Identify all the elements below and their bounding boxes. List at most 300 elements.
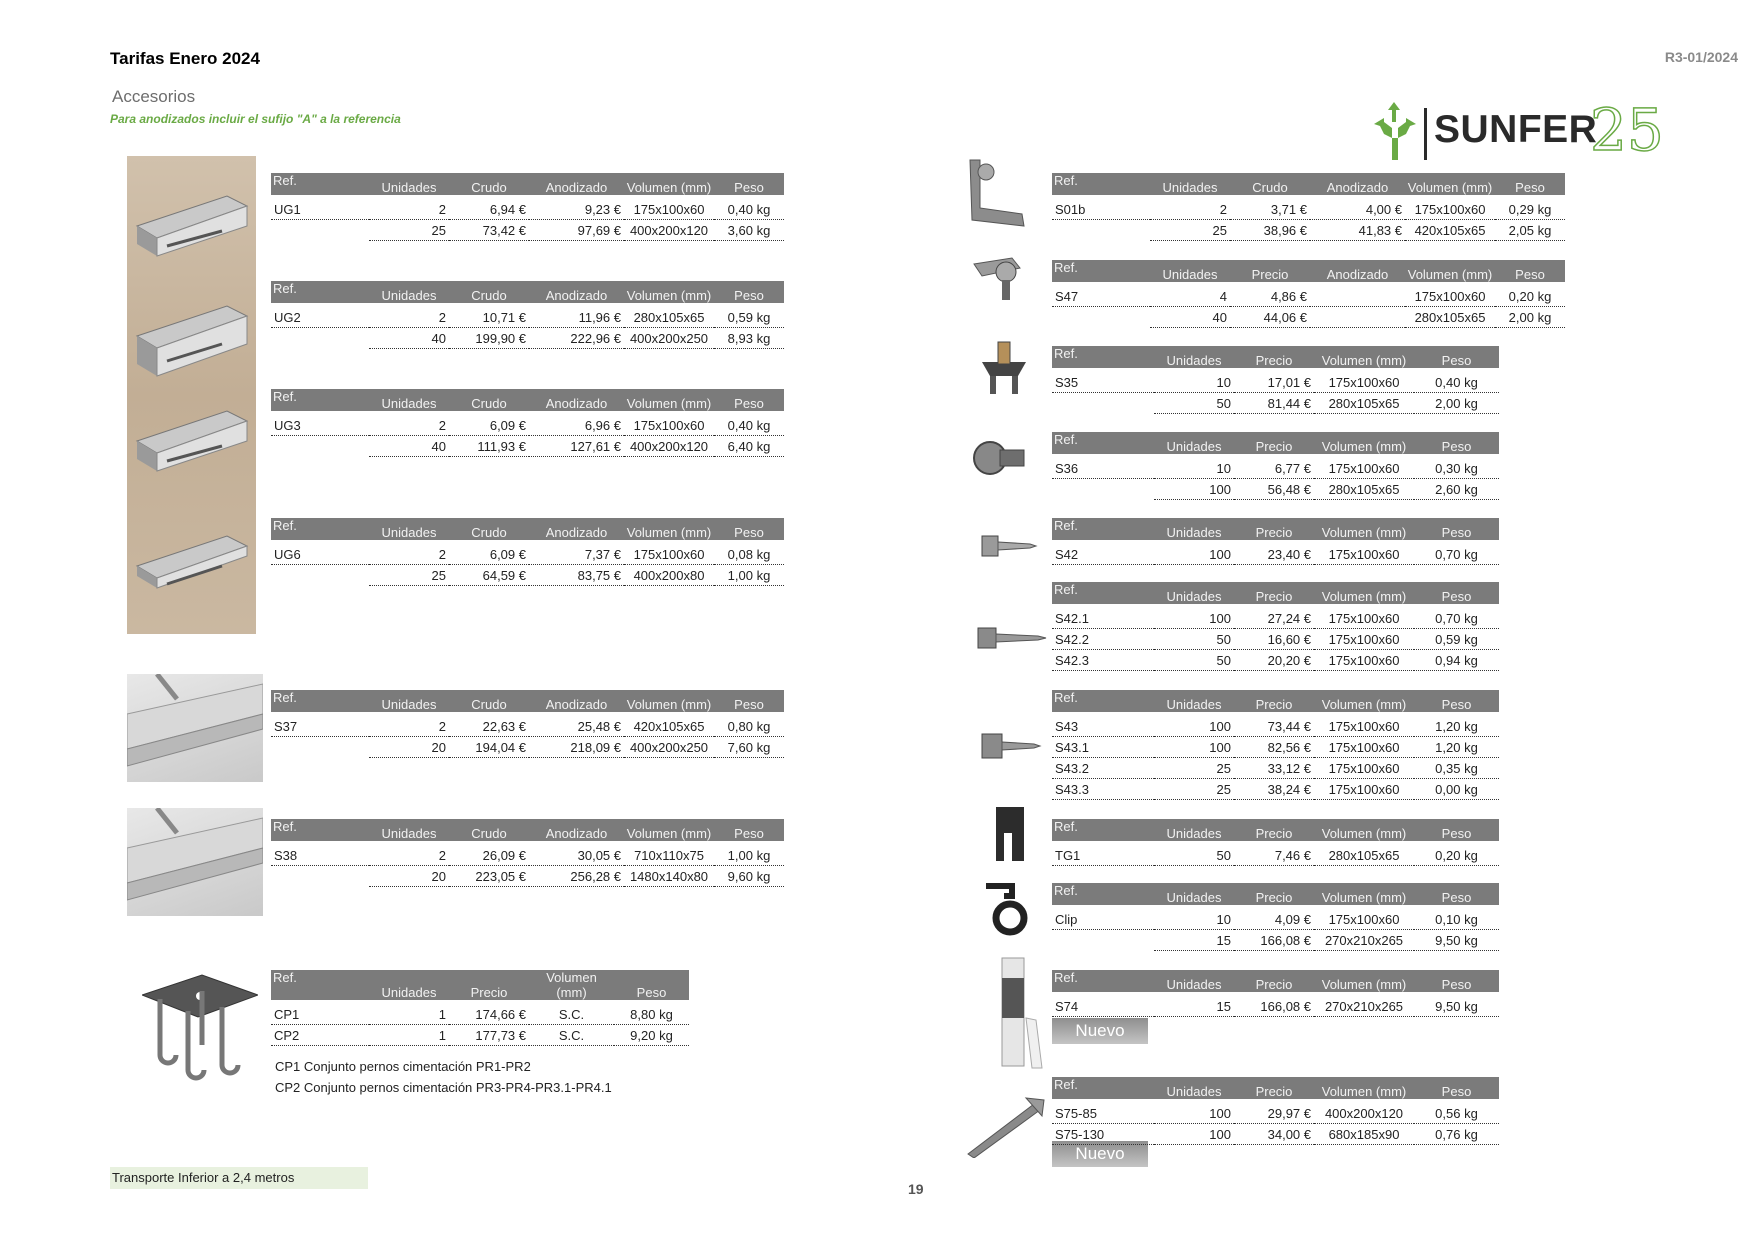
table-row (1052, 758, 1499, 779)
table-row (1052, 996, 1499, 1017)
value-cell: 175x100x60 (624, 199, 714, 220)
price-table-clip (1052, 883, 1499, 951)
value-cell: 175x100x60 (1314, 737, 1414, 758)
price-table-s37 (271, 690, 784, 758)
column-header: Volumen (mm) (529, 970, 614, 1000)
ref-cell: S43 (1052, 716, 1154, 737)
value-cell: 25 (1150, 220, 1230, 241)
price-table-s43 (1052, 690, 1499, 800)
table-header-row (271, 819, 784, 841)
value-cell: 0,29 kg (1495, 199, 1565, 220)
table-row (271, 544, 784, 565)
value-cell: 8,93 kg (714, 328, 784, 349)
value-cell: 0,56 kg (1414, 1103, 1499, 1124)
s47-image (972, 250, 1030, 306)
column-header: Peso (1414, 346, 1499, 368)
price-table-tg1 (1052, 819, 1499, 866)
bolt-bracket-icon (972, 250, 1030, 306)
s35-image (978, 340, 1030, 396)
value-cell: 100 (1154, 737, 1234, 758)
table-row (1052, 1124, 1499, 1145)
column-header: Peso (714, 173, 784, 195)
s36-image (970, 430, 1032, 486)
s421-image (976, 618, 1048, 658)
value-cell: 16,60 € (1234, 629, 1314, 650)
table-row (271, 1025, 689, 1046)
ref-cell: S43.2 (1052, 758, 1154, 779)
column-header: Ref. (1052, 690, 1154, 712)
column-header: Ref. (1052, 883, 1154, 905)
value-cell: 175x100x60 (1314, 779, 1414, 800)
value-cell: 100 (1154, 479, 1234, 500)
value-cell: 127,61 € (529, 436, 624, 457)
value-cell: 20 (369, 737, 449, 758)
value-cell: 15 (1154, 930, 1234, 951)
table-row (271, 220, 784, 241)
value-cell: 0,40 kg (1414, 372, 1499, 393)
value-cell: 41,83 € (1310, 220, 1405, 241)
value-cell: 6,96 € (529, 415, 624, 436)
column-header: Unidades (1150, 260, 1230, 282)
value-cell: 0,35 kg (1414, 758, 1499, 779)
column-header: Volumen (mm) (1314, 346, 1414, 368)
column-header: Peso (1414, 970, 1499, 992)
table-row (271, 716, 784, 737)
rail-profile-panel (127, 156, 256, 634)
table-header-row (1052, 883, 1499, 905)
price-table-s74 (1052, 970, 1499, 1017)
column-header: Anodizado (529, 281, 624, 303)
table-header-row (1052, 173, 1565, 195)
ref-cell: S43.1 (1052, 737, 1154, 758)
table-row (271, 415, 784, 436)
value-cell: 175x100x60 (1314, 909, 1414, 930)
cable-clip-icon (982, 882, 1032, 942)
value-cell: 256,28 € (529, 866, 624, 887)
table-header-row (271, 281, 784, 303)
value-cell: 175x100x60 (1314, 372, 1414, 393)
value-cell: 420x105x65 (624, 716, 714, 737)
page-number: 19 (908, 1181, 924, 1197)
value-cell: 174,66 € (449, 1004, 529, 1025)
table-header-row (1052, 819, 1499, 841)
column-header: Ref. (271, 173, 369, 195)
column-header: Volumen (mm) (624, 819, 714, 841)
value-cell: 2 (369, 307, 449, 328)
value-cell: 4,00 € (1310, 199, 1405, 220)
value-cell: 400x200x120 (624, 220, 714, 241)
value-cell: 10,71 € (449, 307, 529, 328)
table-header-row (1052, 690, 1499, 712)
column-header: Volumen (mm) (1314, 518, 1414, 540)
column-header: Precio (1230, 260, 1310, 282)
column-header: Precio (1234, 690, 1314, 712)
value-cell: 100 (1154, 1103, 1234, 1124)
column-header: Unidades (1154, 582, 1234, 604)
table-row (1052, 737, 1499, 758)
column-header: Ref. (1052, 970, 1154, 992)
price-table-ug2 (271, 281, 784, 349)
table-row (1052, 650, 1499, 671)
value-cell: 0,20 kg (1495, 286, 1565, 307)
value-cell: 100 (1154, 544, 1234, 565)
anchor-bolts-icon (142, 955, 258, 1083)
column-header: Unidades (369, 281, 449, 303)
value-cell: 56,48 € (1234, 479, 1314, 500)
column-header: Unidades (369, 819, 449, 841)
table-row (271, 565, 784, 586)
column-header: Anodizado (529, 173, 624, 195)
column-header: Crudo (1230, 173, 1310, 195)
table-row (1052, 629, 1499, 650)
value-cell: 1,20 kg (1414, 716, 1499, 737)
value-cell: 270x210x265 (1314, 996, 1414, 1017)
value-cell: 8,80 kg (614, 1004, 689, 1025)
column-header: Volumen (mm) (1405, 260, 1495, 282)
value-cell: 100 (1154, 1124, 1234, 1145)
table-row (1052, 930, 1499, 951)
table-row (271, 307, 784, 328)
ref-cell (1052, 479, 1154, 500)
value-cell: 10 (1154, 458, 1234, 479)
column-header: Unidades (1154, 518, 1234, 540)
column-header: Crudo (449, 690, 529, 712)
value-cell: 9,23 € (529, 199, 624, 220)
column-header: Volumen (mm) (1405, 173, 1495, 195)
value-cell: 175x100x60 (1314, 629, 1414, 650)
value-cell: 73,42 € (449, 220, 529, 241)
column-header: Crudo (449, 819, 529, 841)
value-cell: 175x100x60 (1314, 650, 1414, 671)
ref-cell: UG2 (271, 307, 369, 328)
value-cell: 9,60 kg (714, 866, 784, 887)
ref-cell (1052, 307, 1150, 328)
column-header: Peso (1495, 173, 1565, 195)
value-cell: 175x100x60 (1314, 758, 1414, 779)
table-header-row (1052, 432, 1499, 454)
ref-cell: S42.1 (1052, 608, 1154, 629)
ref-cell (1052, 220, 1150, 241)
ref-cell: S42.2 (1052, 629, 1154, 650)
ref-cell: S36 (1052, 458, 1154, 479)
value-cell: 73,44 € (1234, 716, 1314, 737)
sunfer-logo (1372, 96, 1664, 168)
ref-cell: S37 (271, 716, 369, 737)
value-cell: 6,94 € (449, 199, 529, 220)
column-header: Peso (1414, 883, 1499, 905)
column-header: Unidades (369, 518, 449, 540)
value-cell: 199,90 € (449, 328, 529, 349)
price-table-s421 (1052, 582, 1499, 671)
table-row (271, 1004, 689, 1025)
value-cell: 25 (1154, 779, 1234, 800)
value-cell: 0,59 kg (714, 307, 784, 328)
value-cell: 175x100x60 (624, 415, 714, 436)
table-header-row (271, 173, 784, 195)
value-cell: 22,63 € (449, 716, 529, 737)
table-row (1052, 479, 1499, 500)
price-table-s38 (271, 819, 784, 887)
value-cell: 280x105x65 (1405, 307, 1495, 328)
logo-anniversary: 25 (1590, 96, 1664, 164)
price-table-ug1 (271, 173, 784, 241)
value-cell: 0,10 kg (1414, 909, 1499, 930)
value-cell: 83,75 € (529, 565, 624, 586)
value-cell: 0,40 kg (714, 199, 784, 220)
column-header: Peso (1414, 819, 1499, 841)
value-cell: 0,80 kg (714, 716, 784, 737)
column-header: Unidades (369, 690, 449, 712)
value-cell: 280x105x65 (1314, 479, 1414, 500)
column-header: Unidades (1154, 690, 1234, 712)
column-header: Ref. (271, 389, 369, 411)
value-cell: 10 (1154, 909, 1234, 930)
table-row (271, 328, 784, 349)
column-header: Precio (1234, 346, 1314, 368)
column-header: Volumen (mm) (624, 281, 714, 303)
value-cell: 23,40 € (1234, 544, 1314, 565)
column-header: Peso (714, 281, 784, 303)
value-cell: 6,09 € (449, 415, 529, 436)
value-cell: 29,97 € (1234, 1103, 1314, 1124)
table-row (1052, 909, 1499, 930)
value-cell: 2 (369, 544, 449, 565)
value-cell: 111,93 € (449, 436, 529, 457)
s37-image (127, 674, 263, 782)
column-header: Peso (714, 518, 784, 540)
value-cell: 2,60 kg (1414, 479, 1499, 500)
table-header-row (271, 690, 784, 712)
value-cell: 280x105x65 (1314, 393, 1414, 414)
table-header-row (271, 970, 689, 1000)
value-cell: 0,76 kg (1414, 1124, 1499, 1145)
value-cell: 11,96 € (529, 307, 624, 328)
value-cell: 1480x140x80 (624, 866, 714, 887)
column-header: Volumen (mm) (1314, 819, 1414, 841)
ref-cell: S42.3 (1052, 650, 1154, 671)
value-cell: 400x200x80 (624, 565, 714, 586)
value-cell: 10 (1154, 372, 1234, 393)
ref-cell: UG3 (271, 415, 369, 436)
s43-image (980, 726, 1042, 766)
logo-brand-text: SUNFER (1434, 108, 1598, 151)
column-header: Ref. (1052, 260, 1150, 282)
value-cell: 175x100x60 (1314, 544, 1414, 565)
column-header: Precio (1234, 432, 1314, 454)
value-cell: 50 (1154, 629, 1234, 650)
table-row (271, 845, 784, 866)
column-header: Unidades (1154, 970, 1234, 992)
ref-cell: S74 (1052, 996, 1154, 1017)
value-cell: 280x105x65 (1314, 845, 1414, 866)
value-cell: 166,08 € (1234, 996, 1314, 1017)
value-cell: 44,06 € (1230, 307, 1310, 328)
value-cell: 30,05 € (529, 845, 624, 866)
value-cell: 0,08 kg (714, 544, 784, 565)
column-header: Precio (1234, 970, 1314, 992)
rail-clip-icon (990, 803, 1032, 865)
column-header: Unidades (369, 173, 449, 195)
value-cell: 0,00 kg (1414, 779, 1499, 800)
value-cell: 100 (1154, 716, 1234, 737)
value-cell: 1,00 kg (714, 565, 784, 586)
column-header: Ref. (271, 690, 369, 712)
value-cell: 1 (369, 1025, 449, 1046)
column-header: Ref. (1052, 819, 1154, 841)
table-row (1052, 845, 1499, 866)
column-header: Unidades (369, 389, 449, 411)
value-cell: 40 (369, 328, 449, 349)
price-table-ug6 (271, 518, 784, 586)
column-header: Peso (714, 819, 784, 841)
value-cell: 20 (369, 866, 449, 887)
column-header: Anodizado (1310, 260, 1405, 282)
table-row (271, 436, 784, 457)
table-row (1052, 716, 1499, 737)
value-cell: 175x100x60 (1314, 458, 1414, 479)
ref-cell (271, 866, 369, 887)
value-cell: 710x110x75 (624, 845, 714, 866)
column-header: Volumen (mm) (1314, 970, 1414, 992)
column-header: Anodizado (529, 690, 624, 712)
ref-cell: S42 (1052, 544, 1154, 565)
table-row (1052, 220, 1565, 241)
new-badge-s75: Nuevo (1052, 1141, 1148, 1167)
column-header: Ref. (271, 970, 369, 1000)
column-header: Unidades (1154, 1077, 1234, 1099)
table-row (1052, 372, 1499, 393)
column-header: Volumen (mm) (1314, 883, 1414, 905)
value-cell: 1 (369, 1004, 449, 1025)
column-header: Peso (714, 389, 784, 411)
table-row (1052, 1103, 1499, 1124)
ref-cell: S47 (1052, 286, 1150, 307)
column-header: Volumen (mm) (1314, 432, 1414, 454)
value-cell: 9,50 kg (1414, 996, 1499, 1017)
column-header: Ref. (271, 281, 369, 303)
value-cell: 400x200x250 (624, 737, 714, 758)
table-row (1052, 286, 1565, 307)
value-cell: S.C. (529, 1004, 614, 1025)
value-cell: 64,59 € (449, 565, 529, 586)
column-header: Crudo (449, 173, 529, 195)
ref-cell: S75-85 (1052, 1103, 1154, 1124)
value-cell: 9,20 kg (614, 1025, 689, 1046)
value-cell: 177,73 € (449, 1025, 529, 1046)
value-cell: 25 (369, 220, 449, 241)
self-drilling-screw-icon (980, 524, 1038, 568)
column-header: Volumen (mm) (624, 173, 714, 195)
column-header: Unidades (1154, 819, 1234, 841)
value-cell: 222,96 € (529, 328, 624, 349)
column-header: Volumen (mm) (1314, 690, 1414, 712)
document-code: R3-01/2024 (1664, 49, 1738, 65)
value-cell: 25,48 € (529, 716, 624, 737)
value-cell: 1,20 kg (1414, 737, 1499, 758)
threaded-rod-icon (966, 1094, 1046, 1158)
price-table-s47 (1052, 260, 1565, 328)
table-header-row (271, 518, 784, 540)
value-cell: 175x100x60 (1314, 716, 1414, 737)
value-cell: 680x185x90 (1314, 1124, 1414, 1145)
price-table-cp (271, 970, 689, 1046)
s01b-image (962, 158, 1032, 228)
transport-note: Transporte Inferior a 2,4 metros (110, 1167, 368, 1189)
section-title: Accesorios (112, 87, 196, 106)
price-table-s01b (1052, 173, 1565, 241)
table-row (271, 737, 784, 758)
value-cell: 0,20 kg (1414, 845, 1499, 866)
table-row (1052, 608, 1499, 629)
value-cell: 7,37 € (529, 544, 624, 565)
value-cell: 3,60 kg (714, 220, 784, 241)
value-cell: 27,24 € (1234, 608, 1314, 629)
value-cell: 50 (1154, 650, 1234, 671)
s75-image (966, 1094, 1046, 1158)
value-cell: 4,09 € (1234, 909, 1314, 930)
price-table-s35 (1052, 346, 1499, 414)
column-header: Ref. (1052, 582, 1154, 604)
hex-bolt-icon (970, 430, 1032, 486)
chemical-anchor-cartridge-icon (996, 948, 1044, 1072)
ref-cell (271, 220, 369, 241)
value-cell: 420x105x65 (1405, 220, 1495, 241)
value-cell: 400x200x250 (624, 328, 714, 349)
column-header: Anodizado (1310, 173, 1405, 195)
column-header: Precio (1234, 518, 1314, 540)
ref-cell (271, 328, 369, 349)
value-cell: 17,01 € (1234, 372, 1314, 393)
column-header: Ref. (1052, 1077, 1154, 1099)
value-cell: 38,24 € (1234, 779, 1314, 800)
column-header: Anodizado (529, 819, 624, 841)
document-title: Tarifas Enero 2024 (110, 49, 260, 68)
value-cell: 82,56 € (1234, 737, 1314, 758)
cp2-note: CP2 Conjunto pernos cimentación PR3-PR4-PR3.1-PR4.1 (275, 1080, 612, 1095)
value-cell: 270x210x265 (1314, 930, 1414, 951)
value-cell: 38,96 € (1230, 220, 1310, 241)
cp1-note: CP1 Conjunto pernos cimentación PR1-PR2 (275, 1059, 531, 1074)
column-header: Unidades (1150, 173, 1230, 195)
value-cell: 2,05 kg (1495, 220, 1565, 241)
value-cell: 218,09 € (529, 737, 624, 758)
value-cell: 0,40 kg (714, 415, 784, 436)
table-row (271, 199, 784, 220)
column-header: Volumen (mm) (1314, 1077, 1414, 1099)
clamp-icon (978, 340, 1030, 396)
column-header: Anodizado (529, 518, 624, 540)
value-cell: 0,30 kg (1414, 458, 1499, 479)
value-cell: 26,09 € (449, 845, 529, 866)
column-header: Precio (1234, 883, 1314, 905)
ref-cell: S75-130 (1052, 1124, 1154, 1145)
table-row (1052, 779, 1499, 800)
price-table-s36 (1052, 432, 1499, 500)
column-header: Unidades (1154, 346, 1234, 368)
column-header: Precio (1234, 582, 1314, 604)
ref-cell: Clip (1052, 909, 1154, 930)
value-cell: 175x100x60 (1314, 608, 1414, 629)
table-header-row (1052, 582, 1499, 604)
column-header: Unidades (369, 970, 449, 1000)
value-cell: 50 (1154, 845, 1234, 866)
hex-screw-icon (980, 726, 1042, 766)
column-header: Precio (1234, 819, 1314, 841)
column-header: Precio (1234, 1077, 1314, 1099)
table-row (1052, 307, 1565, 328)
ref-cell: CP2 (271, 1025, 369, 1046)
section-note: Para anodizados incluir el sufijo "A" a la referencia (110, 112, 401, 126)
